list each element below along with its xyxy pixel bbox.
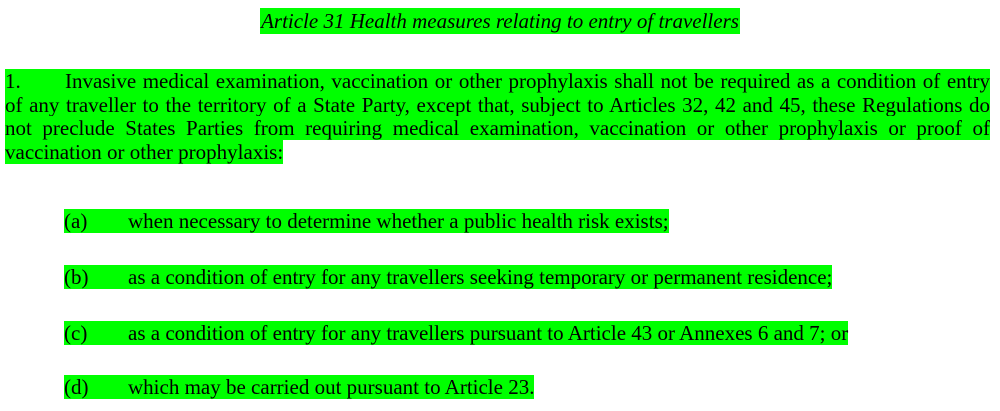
list-item-text: which may be carried out pursuant to Article 23. — [128, 375, 535, 399]
list-item-a — [64, 208, 669, 234]
article-title — [0, 8, 1000, 34]
paragraph-1 — [5, 70, 990, 164]
article-title-text: Article 31 Health measures relating to entry of travellers — [261, 9, 739, 33]
list-item-label: (c) — [64, 321, 88, 345]
list-item-b — [64, 264, 832, 290]
list-item-label: (d) — [64, 375, 89, 399]
list-item-d — [64, 374, 534, 400]
list-item-label: (a) — [64, 209, 88, 233]
list-item-text: as a condition of entry for any travellers pursuant to Article 43 or Annexes 6 and 7; or — [128, 321, 849, 345]
paragraph-number: 1. — [5, 69, 65, 93]
list-item-text: as a condition of entry for any travellers seeking temporary or permanent residence; — [128, 265, 833, 289]
list-item-text: when necessary to determine whether a public health risk exists; — [128, 209, 669, 233]
list-item-label: (b) — [64, 265, 89, 289]
paragraph-text: Invasive medical examination, vaccination or other prophylaxis shall not be required as a condition of entry of any traveller to the territory of a State Party, except that, subject to Articles 32, 42 and 45, these Regulations do not preclude States Parties from requiring medical examination, vaccination or other prophylaxis or proof of vaccination or other prophylaxis: — [5, 69, 990, 164]
list-item-c — [64, 320, 848, 346]
